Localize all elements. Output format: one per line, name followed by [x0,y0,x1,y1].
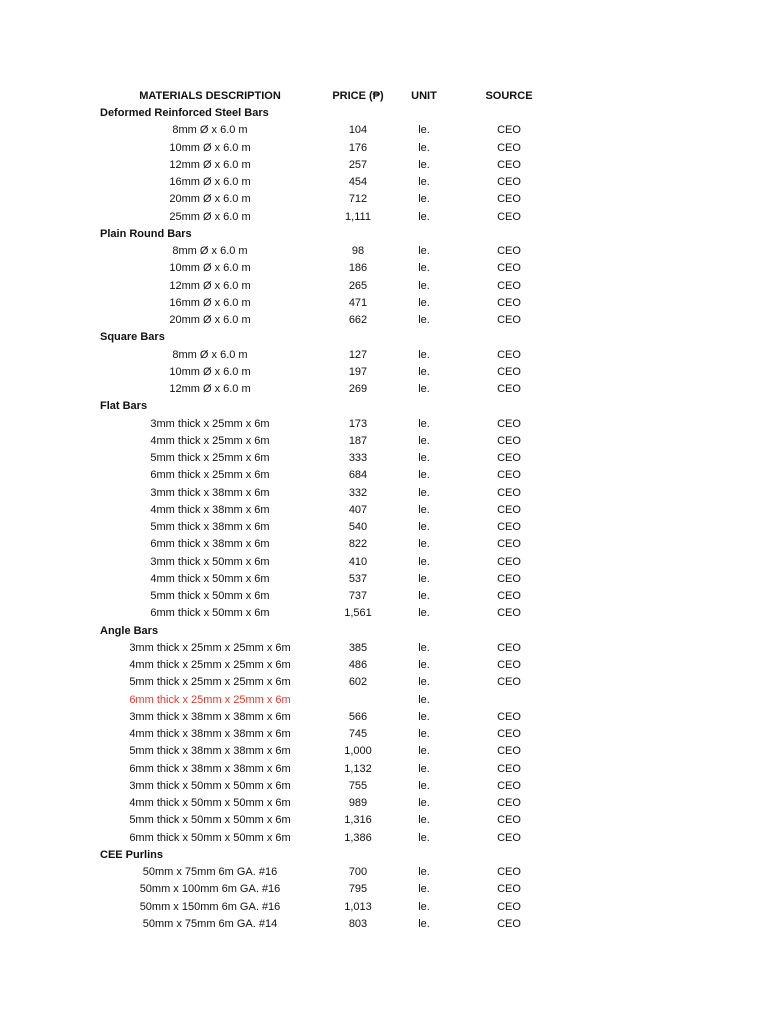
item-unit: le. [418,452,430,464]
item-price: 332 [348,486,368,499]
item-price: 537 [348,572,368,585]
table-row [0,864,768,881]
item-price: 1,316 [344,814,372,827]
item-source: CEO [497,710,521,723]
item-price: 127 [348,348,368,361]
item-source: CEO [497,279,521,292]
table-row [0,795,768,812]
item-source: CEO [497,797,521,809]
table-row [0,536,768,553]
table-row [0,761,768,778]
category-title: Square Bars [100,331,165,344]
item-source: CEO [497,521,521,533]
item-unit: le. [418,814,430,827]
item-unit: le. [418,710,430,723]
item-price: 1,386 [344,831,372,844]
item-unit: le. [418,193,430,206]
item-price: 566 [348,710,368,723]
item-description: 3mm thick x 38mm x 6m [150,486,270,499]
item-price: 1,013 [344,900,372,913]
item-unit: le. [418,469,430,482]
item-price: 1,111 [345,210,371,223]
item-price: 407 [348,503,368,516]
item-description: 6mm thick x 38mm x 38mm x 6m [129,762,291,775]
item-source: CEO [497,124,521,137]
item-description: 4mm thick x 50mm x 6m [150,572,270,585]
category-row [0,623,768,640]
item-price: 795 [348,883,368,896]
item-source: CEO [497,590,521,602]
category-row [0,226,768,243]
item-price: 755 [348,779,368,792]
item-source: CEO [497,176,521,188]
category-title: Deformed Reinforced Steel Bars [100,107,269,119]
item-unit: le. [418,797,430,809]
item-description: 6mm thick x 50mm x 6m [150,607,270,620]
item-description: 8mm Ø x 6.0 m [172,124,248,137]
item-unit: le. [418,279,430,292]
item-price: 176 [348,141,368,154]
item-description: 5mm thick x 38mm x 6m [150,521,270,533]
item-unit: le. [418,728,430,740]
header-unit: UNIT [411,90,437,102]
item-description: 25mm Ø x 6.0 m [169,210,251,223]
item-price: 187 [348,434,368,447]
item-price: 989 [348,797,368,809]
item-description: 4mm thick x 25mm x 6m [150,434,270,447]
table-row [0,295,768,312]
item-source: CEO [497,900,521,913]
item-description: 3mm thick x 50mm x 6m [150,555,270,568]
item-price: 385 [348,641,368,654]
item-source: CEO [497,676,521,689]
table-row [0,485,768,502]
item-unit: le. [418,210,430,223]
table-row [0,916,768,933]
item-price: 173 [348,417,368,430]
item-source: CEO [497,917,521,930]
item-description: 4mm thick x 38mm x 38mm x 6m [129,728,291,740]
table-row [0,312,768,329]
item-unit: le. [418,831,430,844]
table-row [0,899,768,916]
item-price: 737 [348,590,368,602]
table-row [0,709,768,726]
table-row [0,243,768,260]
item-description: 10mm Ø x 6.0 m [169,141,251,154]
item-description: 50mm x 150mm 6m GA. #16 [139,900,281,913]
item-source: CEO [497,141,521,154]
item-unit: le. [418,124,430,137]
item-description: 16mm Ø x 6.0 m [169,296,251,309]
item-source: CEO [497,555,521,568]
item-unit: le. [418,296,430,309]
header-source: SOURCE [485,90,533,102]
header-price: PRICE (₱) [332,90,384,102]
item-source: CEO [497,728,521,740]
item-unit: le. [418,866,430,878]
item-source: CEO [497,503,521,516]
item-price: 410 [348,555,368,568]
item-description: 5mm thick x 50mm x 6m [150,590,270,602]
item-source: CEO [497,814,521,827]
item-unit: le. [418,641,430,654]
table-row [0,450,768,467]
item-description: 6mm thick x 38mm x 6m [150,538,270,551]
item-source: CEO [497,262,521,275]
item-unit: le. [418,676,430,689]
item-price: 602 [348,676,368,689]
item-source: CEO [497,417,521,430]
table-row [0,502,768,519]
item-source: CEO [497,365,521,378]
item-price: 700 [348,866,368,878]
item-source: CEO [497,296,521,309]
item-description: 5mm thick x 50mm x 50mm x 6m [129,814,291,827]
item-unit: le. [418,262,430,275]
item-price: 745 [348,728,368,740]
item-price: 104 [348,124,368,137]
item-price: 803 [348,917,368,930]
item-source: CEO [497,434,521,447]
table-row [0,881,768,898]
item-price: 265 [348,279,368,292]
table-row [0,519,768,536]
item-price: 1,000 [344,745,372,758]
category-title: Angle Bars [100,624,159,637]
item-source: CEO [497,883,521,896]
table-row [0,588,768,605]
item-unit: le. [418,245,430,257]
table-row [0,743,768,760]
item-description: 4mm thick x 50mm x 50mm x 6m [129,797,291,809]
table-row [0,364,768,381]
item-unit: le. [418,141,430,154]
item-source: CEO [497,158,521,171]
item-source: CEO [497,745,521,758]
item-unit: le. [418,383,430,395]
table-row [0,657,768,674]
table-row [0,692,768,709]
item-unit: le. [418,521,430,533]
table-row [0,278,768,295]
category-row [0,847,768,864]
item-description: 16mm Ø x 6.0 m [169,176,251,188]
item-source: CEO [497,762,521,775]
category-row [0,329,768,346]
header-description: MATERIALS DESCRIPTION [139,90,281,102]
item-price: 1,132 [344,762,372,775]
item-price: 269 [348,383,368,395]
item-price: 98 [351,245,365,257]
item-description: 12mm Ø x 6.0 m [169,158,251,171]
item-unit: le. [418,762,430,775]
item-description: 3mm thick x 38mm x 38mm x 6m [129,710,291,723]
item-description: 3mm thick x 50mm x 50mm x 6m [129,779,291,792]
category-title: Plain Round Bars [100,227,192,240]
table-row [0,260,768,277]
table-row [0,209,768,226]
item-unit: le. [418,348,430,361]
table-row [0,191,768,208]
item-source: CEO [497,210,521,223]
item-source: CEO [497,452,521,464]
item-unit: le. [418,607,430,620]
table-row [0,157,768,174]
item-price: 471 [348,296,368,309]
category-title: Flat Bars [100,400,148,413]
item-unit: le. [418,779,430,792]
item-source: CEO [497,831,521,844]
item-description: 6mm thick x 50mm x 50mm x 6m [129,831,291,844]
table-row [0,433,768,450]
item-source: CEO [497,348,521,361]
item-description: 6mm thick x 25mm x 25mm x 6m [129,693,291,706]
item-unit: le. [418,555,430,568]
item-source: CEO [497,469,521,482]
item-description: 5mm thick x 25mm x 6m [150,452,270,464]
item-unit: le. [418,158,430,171]
item-unit: le. [418,883,430,896]
item-unit: le. [418,693,430,706]
item-description: 20mm Ø x 6.0 m [169,314,251,326]
item-unit: le. [418,365,430,378]
item-price: 822 [348,538,368,551]
item-source: CEO [497,538,521,551]
item-description: 4mm thick x 38mm x 6m [150,503,270,516]
table-row [0,140,768,157]
item-price: 486 [348,659,368,671]
item-description: 5mm thick x 25mm x 25mm x 6m [129,676,291,689]
item-source: CEO [497,641,521,654]
table-row [0,778,768,795]
item-source: CEO [497,383,521,395]
item-unit: le. [418,314,430,326]
item-price: 454 [348,176,368,188]
item-price: 186 [348,262,368,275]
table-row [0,726,768,743]
table-row [0,605,768,622]
item-unit: le. [418,745,430,758]
item-price: 662 [348,314,368,326]
item-source: CEO [497,314,521,326]
item-unit: le. [418,917,430,930]
item-description: 12mm Ø x 6.0 m [169,279,251,292]
item-source: CEO [497,779,521,792]
item-unit: le. [418,590,430,602]
item-source: CEO [497,245,521,257]
item-unit: le. [418,486,430,499]
item-description: 50mm x 75mm 6m GA. #16 [142,866,278,878]
item-unit: le. [418,176,430,188]
category-title: CEE Purlins [100,848,163,861]
item-unit: le. [418,900,430,913]
item-source: CEO [497,659,521,671]
table-row [0,674,768,691]
table-row [0,174,768,191]
item-unit: le. [418,434,430,447]
item-description: 8mm Ø x 6.0 m [172,245,248,257]
table-row [0,640,768,657]
table-row [0,467,768,484]
item-source: CEO [497,193,521,206]
item-unit: le. [418,538,430,551]
item-source: CEO [497,866,521,878]
item-description: 5mm thick x 38mm x 38mm x 6m [129,745,291,758]
item-description: 4mm thick x 25mm x 25mm x 6m [129,659,291,671]
item-price: 333 [348,452,368,464]
item-description: 50mm x 100mm 6m GA. #16 [139,883,281,896]
item-description: 10mm Ø x 6.0 m [169,262,251,275]
table-row [0,554,768,571]
item-unit: le. [418,659,430,671]
item-price: 257 [348,158,368,171]
item-price: 197 [348,365,368,378]
table-row [0,830,768,847]
item-description: 12mm Ø x 6.0 m [169,383,251,395]
item-price: 540 [348,521,368,533]
item-description: 8mm Ø x 6.0 m [172,348,248,361]
item-description: 3mm thick x 25mm x 6m [150,417,270,430]
item-source: CEO [497,486,521,499]
item-description: 20mm Ø x 6.0 m [169,193,251,206]
item-price: 712 [348,193,368,206]
item-price: 1,561 [344,607,372,620]
table-row [0,812,768,829]
item-description: 6mm thick x 25mm x 6m [150,469,270,482]
table-row [0,416,768,433]
item-source: CEO [497,607,521,620]
table-row [0,122,768,139]
category-row [0,105,768,122]
item-unit: le. [418,417,430,430]
item-price: 684 [348,469,368,482]
table-row [0,381,768,398]
item-unit: le. [418,572,430,585]
table-row [0,571,768,588]
item-description: 10mm Ø x 6.0 m [169,365,251,378]
item-description: 3mm thick x 25mm x 25mm x 6m [129,641,291,654]
header-row [0,88,768,105]
category-row [0,398,768,415]
item-source: CEO [497,572,521,585]
table-row [0,347,768,364]
item-unit: le. [418,503,430,516]
item-description: 50mm x 75mm 6m GA. #14 [142,917,278,930]
